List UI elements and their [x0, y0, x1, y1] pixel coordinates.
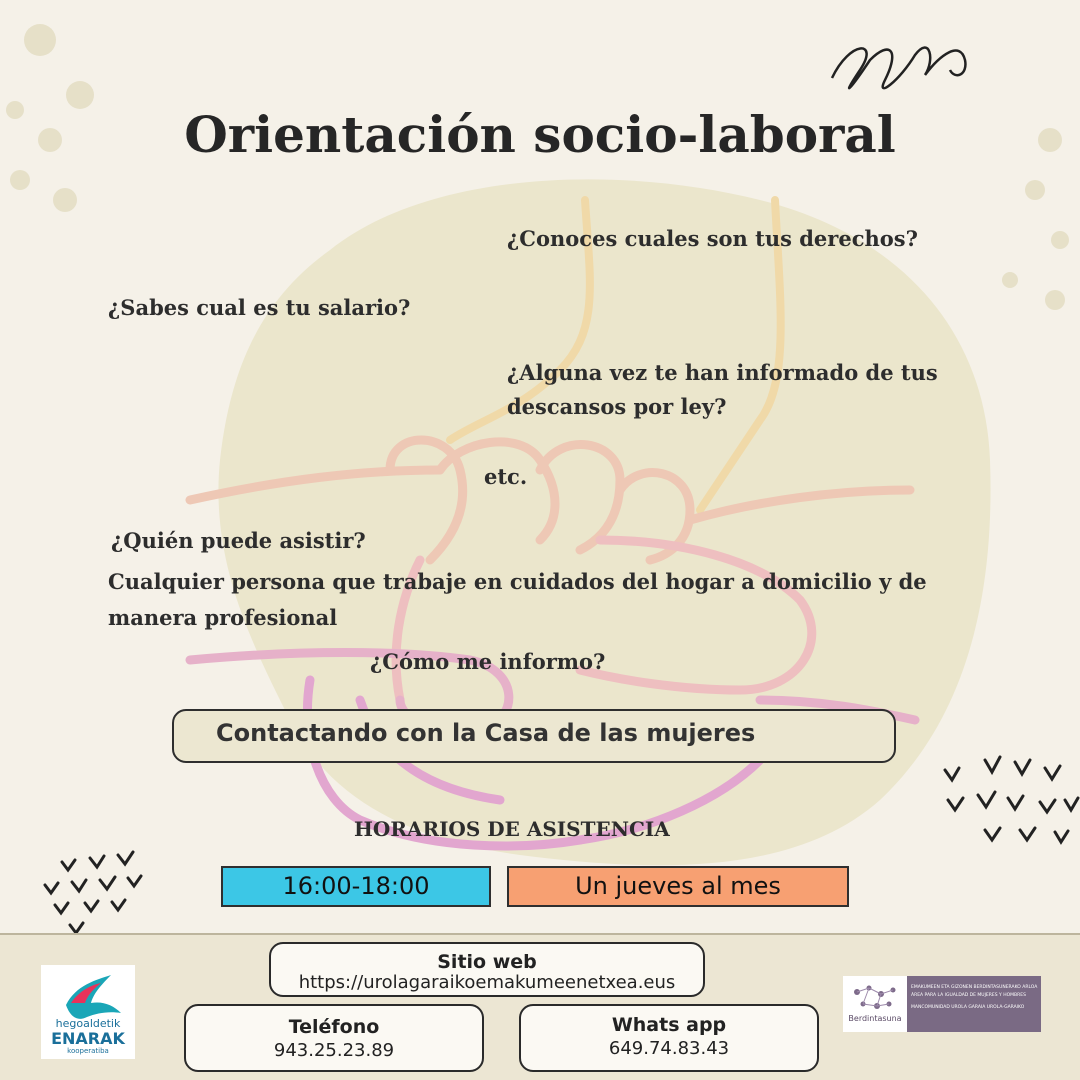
scribble [832, 48, 965, 89]
logo-left-line3: kooperatiba [67, 1047, 109, 1055]
etc-label: etc. [484, 464, 528, 489]
schedule-frequency: Un jueves al mes [507, 866, 849, 907]
phone-box [184, 1004, 484, 1072]
page-title: Orientación socio-laboral [184, 105, 896, 164]
whatsapp-label: Whats app [611, 1014, 727, 1036]
checkmarks-left [45, 852, 141, 933]
question-rights: ¿Conoces cuales son tus derechos? [507, 226, 918, 251]
logo-right-panel [907, 976, 1041, 1032]
attendance-answer-line1: Cualquier persona que trabaje en cuidados del hogar a domicilio y de [108, 569, 927, 594]
website-link[interactable]: https://urolagaraikoemakumeenetxea.eus [298, 972, 676, 993]
logo-left-line1: hegoaldetik [55, 1017, 121, 1030]
attendance-question: ¿Quién puede asistir? [111, 528, 366, 553]
schedule-time: 16:00-18:00 [221, 866, 491, 907]
attendance-answer-line2: manera profesional [108, 605, 338, 630]
phone-number[interactable]: 943.25.23.89 [273, 1040, 395, 1061]
phone-label: Teléfono [288, 1016, 380, 1038]
contact-text: Contactando con la Casa de las mujeres [216, 719, 756, 747]
website-box [269, 942, 705, 997]
berdintasuna-logo [843, 976, 1041, 1032]
logo-right-line3: MANCOMUNIDAD UROLA GARAIA UROLA-GARAIKO [911, 1005, 1025, 1010]
enarak-logo [41, 965, 135, 1059]
checkmarks-right [945, 757, 1078, 842]
question-rest-line2: descansos por ley? [507, 394, 727, 419]
info-question: ¿Cómo me informo? [370, 649, 606, 674]
whatsapp-box [519, 1004, 819, 1072]
question-salary: ¿Sabes cual es tu salario? [108, 295, 411, 320]
logo-right-line2: ÁREA PARA LA IGUALDAD DE MUJERES Y HOMBRES [911, 993, 1026, 998]
website-label: Sitio web [437, 951, 537, 973]
logo-right-name: Berdintasuna [848, 1014, 902, 1023]
schedule-heading: HORARIOS DE ASISTENCIA [354, 817, 670, 841]
whatsapp-number[interactable]: 649.74.83.43 [608, 1038, 730, 1059]
logo-left-line2: ENARAK [51, 1029, 125, 1048]
question-rest-line1: ¿Alguna vez te han informado de tus [507, 360, 938, 385]
logo-right-line1: EMAKUMEEN ETA GIZONEN BERDINTASUNERAKO ARLOA [911, 985, 1038, 990]
